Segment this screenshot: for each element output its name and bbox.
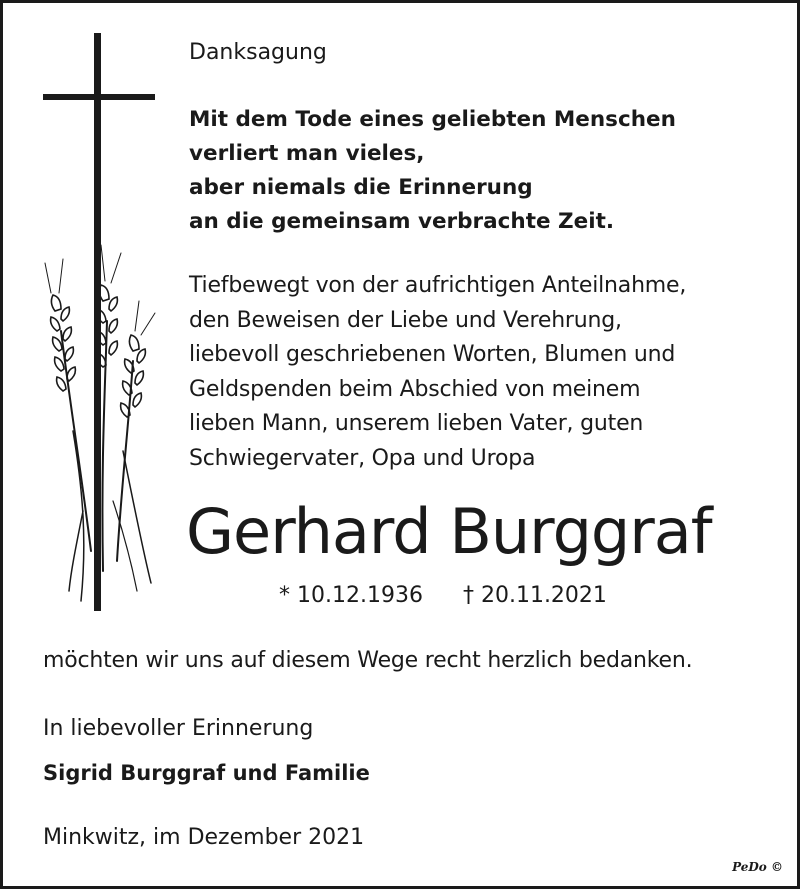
body-line: lieben Mann, unserem lieben Vater, guten [189,411,644,436]
family-signature: Sigrid Burggraf und Familie [43,761,370,785]
life-dates [279,583,607,608]
body-line: Geldspenden beim Abschied von meinem [189,376,641,402]
body-text [189,269,686,476]
motto-line: aber niemals die Erinnerung [189,175,533,200]
birth-date: * 10.12.1936 [279,583,423,608]
motto-line: verliert man vieles, [189,141,425,166]
designer-signature: PeDo © [732,860,783,874]
body-line: Schwiegervater, Opa und Uropa [189,445,536,471]
body-line: liebevoll geschriebenen Worten, Blumen und [189,342,676,367]
place-date: Minkwitz, im Dezember 2021 [43,825,365,850]
motto-text [189,103,676,239]
thanks-line: möchten wir uns auf diesem Wege recht herzlich bedanken. [43,648,693,673]
body-line: Tiefbewegt von der aufrichtigen Anteilnahme, [189,273,687,298]
notice-heading: Danksagung [189,40,327,65]
deceased-name: Gerhard Burggraf [186,495,712,568]
motto-line: Mit dem Tode eines geliebten Menschen [189,107,676,132]
closing-line: In liebevoller Erinnerung [43,716,314,741]
death-date: † 20.11.2021 [462,583,607,608]
motto-line: an die gemeinsam verbrachte Zeit. [189,209,615,234]
body-line: den Beweisen der Liebe und Verehrung, [189,307,622,333]
cross-with-wheat [33,31,163,616]
